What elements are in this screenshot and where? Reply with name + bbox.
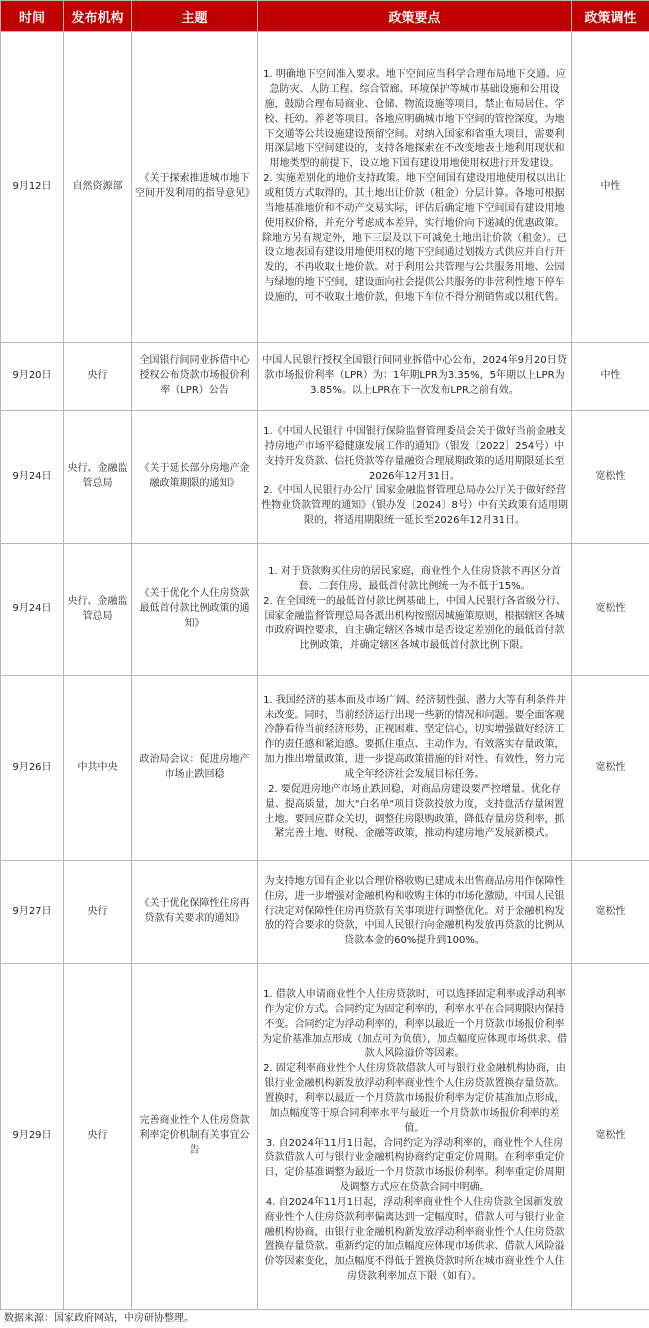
row-date: 9月24日	[1, 544, 64, 676]
header-title: 主题	[132, 1, 258, 32]
row-org: 央行、金融监管总局	[64, 544, 132, 676]
row-title: 《关于优化个人住房贷款最低首付款比例政策的通知》	[132, 544, 258, 676]
table-header-row	[1, 1, 649, 32]
row-points	[258, 964, 572, 1310]
row-tone: 中性	[572, 343, 649, 411]
policy-point: 为支持地方国有企业以合理价格收购已建成未出售商品房用作保障性住房，进一步增强对金融机构和收购主体的市场化激励，中国人民银行决定对保障性住房再贷款有关事项进行调整优化。对于金融机构发放的符合要求的贷款，中国人民银行向金融机构发放再贷款的比例从贷款本金的60%提升到100%。	[264, 875, 565, 947]
header-date: 时间	[1, 1, 64, 32]
row-org: 央行、金融监管总局	[64, 411, 132, 544]
table-row	[1, 411, 649, 544]
policy-point: 4. 自2024年11月1日起，浮动利率商业性个人住房贷款全国新发放商业性个人住房贷款利率偏离达到一定幅度时，借款人可与银行业金融机构协商，由银行业金融机构新发放浮动利率商业性个人住房贷款置换存量贷款。重新约定的加点幅度应体现市场供求、借款人风险溢价等因素变化，加点幅度不得低于置换贷款时所在城市商业性个人住房贷款利率加点下限（如有）。	[264, 1196, 565, 1283]
row-points	[258, 32, 572, 343]
row-date: 9月12日	[1, 32, 64, 343]
table-row	[1, 964, 649, 1310]
row-tone: 宽松性	[572, 544, 649, 676]
header-org: 发布机构	[64, 1, 132, 32]
table-row	[1, 343, 649, 411]
row-tone: 宽松性	[572, 411, 649, 544]
row-tone: 宽松性	[572, 964, 649, 1310]
row-points	[258, 343, 572, 411]
policy-point: 1. 我国经济的基本面及市场广阔、经济韧性强、潜力大等有利条件并未改变。同时，当前经济运行出现一些新的情况和问题。要全面客观冷静看待当前经济形势，正视困难、坚定信心，切实增强做好经济工作的责任感和紧迫感。要抓住重点、主动作为，有效落实存量政策，加力推出增量政策，进一步提高政策措施的针对性、有效性，努力完成全年经济社会发展目标任务。	[263, 694, 566, 780]
data-source-note: 数据来源：国家政府网站，中房研协整理。	[4, 1313, 194, 1324]
row-title: 政治局会议：促进房地产市场止跌回稳	[132, 676, 258, 861]
row-org: 央行	[64, 861, 132, 964]
policy-point: 2. 固定利率商业性个人住房贷款借款人可与银行业金融机构协商，由银行业金融机构新发放浮动利率商业性个人住房贷款置换存量贷款。置换时，利率以最近一个月贷款市场报价利率为定价基准加点形成，加点幅度等于原合同利率水平与最近一个月贷款市场报价利率的差值。	[263, 1063, 566, 1134]
row-points	[258, 676, 572, 861]
row-tone: 宽松性	[572, 861, 649, 964]
row-date: 9月20日	[1, 343, 64, 411]
row-title: 全国银行间同业拆借中心授权公布贷款市场报价利率（LPR）公告	[132, 343, 258, 411]
row-title: 《关于探索推进城市地下空间开发利用的指导意见》	[132, 32, 258, 343]
row-title: 《关于优化保障性住房再贷款有关要求的通知》	[132, 861, 258, 964]
row-points	[258, 411, 572, 544]
row-title: 《关于延长部分房地产金融政策期限的通知》	[132, 411, 258, 544]
table-row	[1, 676, 649, 861]
row-org: 央行	[64, 343, 132, 411]
policy-point: 1.《中国人民银行 中国银行保险监督管理委员会关于做好当前金融支持房地产市场平稳健康发展工作的通知》（银发〔2022〕254号）中支持开发贷款、信托贷款等存量融资合理展期政策的适用期限延长至2026年12月31日。	[263, 426, 566, 482]
row-title: 完善商业性个人住房贷款利率定价机制有关事宜公告	[132, 964, 258, 1310]
policy-point: 2. 在全国统一的最低首付款比例基础上，中国人民银行各省级分行、国家金融监督管理总局各派出机构按照因城施策原则，根据辖区各城市政府调控要求，自主确定辖区各城市是否设定差别化的最低首付款比例政策，并确定辖区各城市最低首付款比例下限。	[263, 595, 566, 652]
table-row	[1, 861, 649, 964]
policy-point: 2. 要促进房地产市场止跌回稳，对商品房建设要严控增量、优化存量、提高质量，加大"白名单"项目贷款投放力度，支持盘活存量闲置土地。要回应群众关切，调整住房限购政策，降低存量房贷利率，抓紧完善土地、财税、金融等政策，推动构建房地产发展新模式。	[264, 783, 565, 840]
row-org: 央行	[64, 964, 132, 1310]
header-tone: 政策调性	[572, 1, 649, 32]
row-date: 9月26日	[1, 676, 64, 861]
header-points: 政策要点	[258, 1, 572, 32]
row-tone: 中性	[572, 32, 649, 343]
policy-point: 2.《中国人民银行办公厅 国家金融监督管理总局办公厅关于做好经营性物业贷款管理的通知》（银办发〔2024〕8号）中有关政策有适用期限的，将适用期限统一延长至2026年12月31日。	[261, 485, 568, 527]
policy-point: 1. 对于贷款购买住房的居民家庭，商业性个人住房贷款不再区分首套、二套住房，最低首付款比例统一为不低于15%。	[268, 565, 561, 592]
row-points	[258, 861, 572, 964]
row-date: 9月29日	[1, 964, 64, 1310]
row-date: 9月27日	[1, 861, 64, 964]
policy-point: 1. 明确地下空间准入要求。地下空间应当科学合理布局地下交通、应急防灾、人防工程、综合管廊、环境保护等城市基础设施和公用设施，鼓励合理布局商业、仓储、物流设施等项目，禁止布局居住、学校、托幼、养老等项目。各地应明确城市地下空间的管控深度，为地下交通等公共设施建设预留空间。对纳入国家和省重大项目，需要利用深层地下空间建设的，支持各地探索在不改变地表土地利用现状和用地类型的前提下，设立地下国有建设用地使用权进行开发建设。	[263, 69, 566, 170]
row-org: 自然资源部	[64, 32, 132, 343]
row-org: 中共中央	[64, 676, 132, 861]
policy-point: 1. 借款人申请商业性个人住房贷款时，可以选择固定利率或浮动利率作为定价方式。合同约定为固定利率的，利率水平在合同期限内保持不变。合同约定为浮动利率的，利率以最近一个月贷款市场报价利率为定价基准加点形成（加点可为负值），加点幅度应体现市场供求、借款人风险溢价等因素。	[262, 989, 567, 1060]
policy-point: 中国人民银行授权全国银行间同业拆借中心公布，2024年9月20日贷款市场报价利率（LPR）为：1年期LPR为3.35%，5年期以上LPR为3.85%。以上LPR在下一次发布LPR之前有效。	[262, 355, 567, 396]
row-date: 9月24日	[1, 411, 64, 544]
policy-point: 3. 自2024年11月1日起，合同约定为浮动利率的，商业性个人住房贷款借款人可与银行业金融机构协商约定重定价周期。在利率重定价日，定价基准调整为最近一个月贷款市场报价利率。利率重定价周期及调整方式应在贷款合同中明确。	[264, 1137, 565, 1194]
table-row	[1, 32, 649, 343]
row-points	[258, 544, 572, 676]
policy-point: 2. 实施差别化的地价支持政策。地下空间国有建设用地使用权以出让或租赁方式取得的，其土地出让价款（租金）分层计算。各地可根据当地基准地价和不动产交易实际，评估后确定地下空间国有建设用地使用权价格，并充分考虑成本差异，实行地价向下递减的优惠政策。除地方另有规定外，地下三层及以下可减免土地出让价款（租金）。已设立地表国有建设用地使用权的地下空间通过划拨方式供应并自行开发的，不再收取土地价款。对于利用公共管理与公共服务用地、公园与绿地的地下空间，建设面向社会提供公共服务的非营利性地下停车设施的，可不收取土地价款，但地下车位不得分割销售或以租代售。	[262, 173, 567, 303]
table-row	[1, 544, 649, 676]
row-tone: 宽松性	[572, 676, 649, 861]
